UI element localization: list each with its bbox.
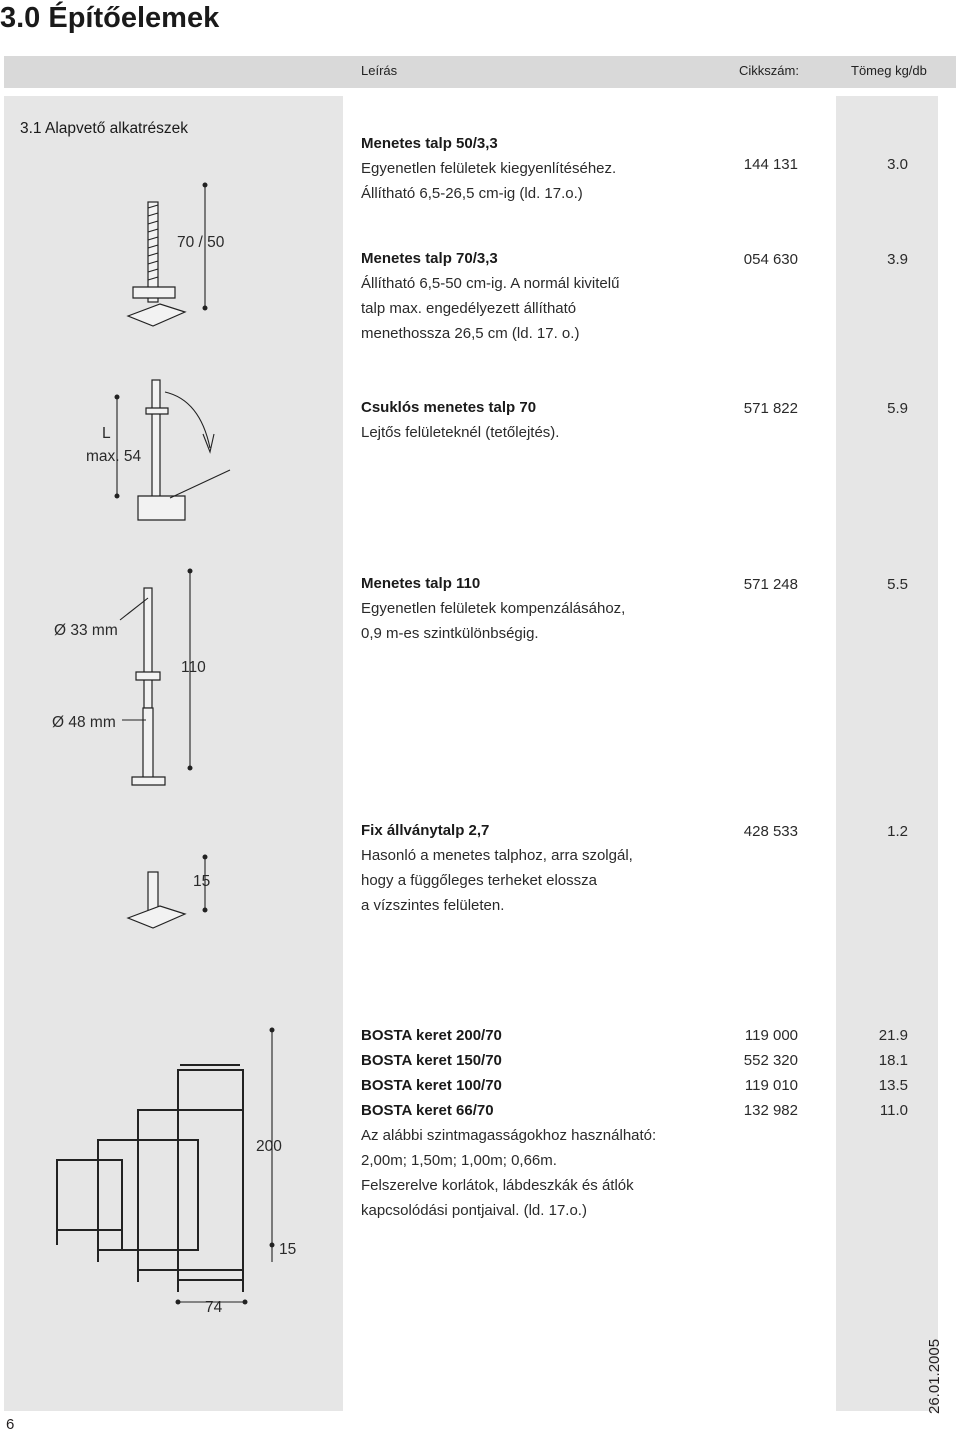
item-name: Menetes talp 110 — [361, 575, 481, 592]
dim-label-height: 15 — [193, 873, 211, 890]
weight-value: 18.1 — [878, 1052, 908, 1069]
item-desc-line: a vízszintes felületen. — [361, 897, 505, 914]
header-description: Leírás — [361, 63, 398, 78]
article-number: 552 320 — [743, 1052, 798, 1069]
article-number: 428 533 — [743, 823, 798, 840]
hinged-jack-illustration — [115, 380, 231, 520]
article-number: 144 131 — [743, 156, 798, 173]
section-title: 3.1 Alapvető alkatrészek — [20, 120, 189, 137]
article-number: 119 000 — [744, 1027, 798, 1044]
weight-value: 5.9 — [887, 400, 908, 417]
dim-label-width: 74 — [205, 1299, 223, 1316]
weight-value: 3.0 — [887, 156, 908, 173]
weight-value: 13.5 — [878, 1077, 908, 1094]
header-weight: Tömeg kg/db — [851, 63, 927, 78]
item-name: Fix állványtalp 2,7 — [361, 822, 490, 839]
bosta-frames-illustration — [57, 1065, 243, 1292]
item-desc-line: Állítható 6,5-26,5 cm-ig (ld. 17.o.) — [361, 185, 583, 202]
dim-label-diameter-bottom: Ø 48 mm — [52, 714, 116, 731]
screw-jack-illustration — [128, 183, 208, 327]
article-number: 571 822 — [743, 400, 798, 417]
bosta-name: BOSTA keret 150/70 — [361, 1052, 502, 1069]
article-number: 132 982 — [743, 1102, 798, 1119]
article-number: 119 010 — [744, 1077, 798, 1094]
item-desc-line: Lejtős felületeknél (tetőlejtés). — [361, 424, 560, 441]
bosta-desc-line: Felszerelve korlátok, lábdeszkák és átlók — [361, 1177, 634, 1194]
weight-value: 21.9 — [878, 1027, 908, 1044]
item-name: Menetes talp 70/3,3 — [361, 250, 498, 267]
bosta-desc-line: Az alábbi szintmagasságokhoz használható: — [361, 1127, 657, 1144]
bosta-name: BOSTA keret 200/70 — [361, 1027, 502, 1044]
page-date: 26.01.2005 — [926, 1338, 943, 1414]
dim-label-height: 70 / 50 — [177, 234, 225, 251]
bosta-name: BOSTA keret 66/70 — [361, 1102, 494, 1119]
bosta-desc-line: kapcsolódási pontjaival. (ld. 17.o.) — [361, 1202, 587, 1219]
dim-label-l: L — [102, 425, 111, 442]
article-number: 571 248 — [743, 576, 798, 593]
item-desc-line: menethossza 26,5 cm (ld. 17. o.) — [361, 325, 580, 342]
dim-label-height: 110 — [181, 659, 206, 676]
item-desc-line: 0,9 m-es szintkülönbségig. — [361, 625, 539, 642]
bosta-name: BOSTA keret 100/70 — [361, 1077, 502, 1094]
item-desc-line: talp max. engedélyezett állítható — [361, 300, 577, 317]
dim-label-diameter-top: Ø 33 mm — [54, 622, 118, 639]
item-name: Menetes talp 50/3,3 — [361, 135, 498, 152]
page-number: 6 — [6, 1416, 15, 1433]
article-number: 054 630 — [743, 251, 798, 268]
header-article-no: Cikkszám: — [739, 63, 799, 78]
weight-value: 3.9 — [887, 251, 908, 268]
base-plate-illustration — [128, 855, 211, 929]
weight-value: 1.2 — [887, 823, 908, 840]
dim-label-max: max. 54 — [86, 448, 142, 465]
dim-label-base: 15 — [279, 1241, 297, 1258]
item-desc-line: Hasonló a menetes talphoz, arra szolgál, — [361, 847, 633, 864]
dim-label-height: 200 — [256, 1138, 282, 1155]
weight-value: 5.5 — [887, 576, 908, 593]
item-desc-line: Egyenetlen felületek kompenzálásához, — [361, 600, 626, 617]
jack-110-illustration — [120, 569, 193, 786]
page-title: 3.0 Építőelemek — [0, 2, 220, 34]
item-desc-line: hogy a függőleges terheket elossza — [361, 872, 597, 889]
bosta-desc-line: 2,00m; 1,50m; 1,00m; 0,66m. — [361, 1152, 557, 1169]
item-name: Csuklós menetes talp 70 — [361, 399, 537, 416]
item-desc-line: Állítható 6,5-50 cm-ig. A normál kivitelű — [361, 275, 620, 292]
item-desc-line: Egyenetlen felületek kiegyenlítéséhez. — [361, 160, 617, 177]
weight-value: 11.0 — [879, 1102, 908, 1119]
